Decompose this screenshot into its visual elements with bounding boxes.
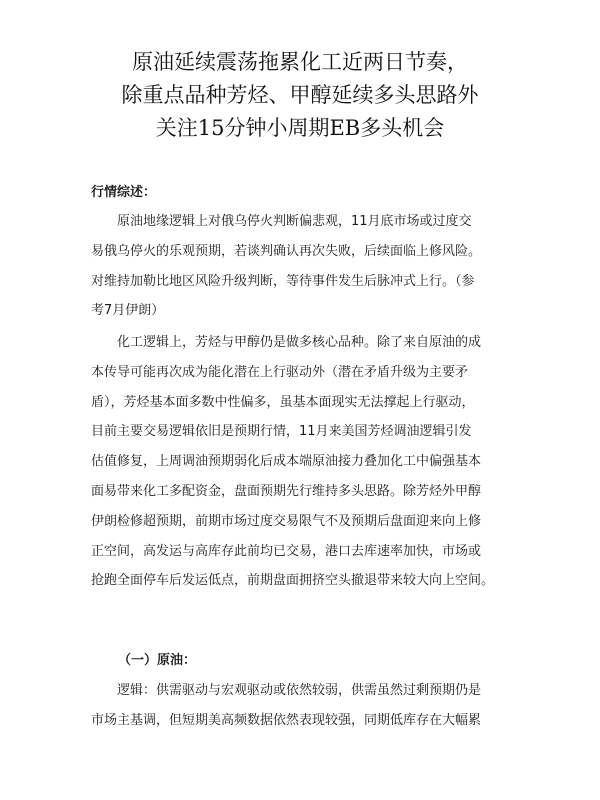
text-line: 易俄乌停火的乐观预期，若谈判确认再次失败，后续面临上修风险。 bbox=[91, 243, 482, 259]
section-heading-market-summary: 行情综述： bbox=[91, 185, 157, 200]
text-line: 化工逻辑上，芳烃与甲醇仍是做多核心品种。除了来自原油的成 bbox=[91, 335, 482, 350]
text-line: 逻辑：供需驱动与宏观驱动或依然较弱，供需虽然过剩预期仍是 bbox=[91, 683, 482, 698]
title-line: 除重点品种芳烃、甲醇延续多头思路外 bbox=[121, 83, 479, 107]
paragraph-crude-geopolitics bbox=[91, 207, 511, 326]
text-line: 原油地缘逻辑上对俄乌停火判断偏悲观，11月底市场或过度交 bbox=[91, 214, 472, 229]
text-line: 市场主基调，但短期美高频数据依然表现较强，同期低库存在大幅累 bbox=[91, 712, 482, 728]
text-line: 面易带来化工多配资金，盘面预期先行维持多头思路。除芳烃外甲醇 bbox=[91, 483, 482, 499]
subsection-heading-crude-oil: （一）原油： bbox=[118, 653, 197, 668]
title-line: 原油延续震荡拖累化工近两日节奏， bbox=[132, 50, 468, 74]
text-line: 伊朗检修超预期，前期市场过度交易限气不及预期后盘面迎来向上修 bbox=[91, 513, 482, 529]
text-line: 目前主要交易逻辑依旧是预期行情，11月来美国芳烃调油逻辑引发 bbox=[91, 424, 472, 440]
text-line: 考7月伊朗） bbox=[91, 303, 165, 319]
text-line: 抢跑全面停车后发运低点，前期盘面拥挤空头撤退带来较大向上空间。 bbox=[91, 573, 495, 589]
text-line: 估值修复，上周调油预期弱化后成本端原油接力叠加化工中偏强基本 bbox=[91, 454, 482, 470]
title-line: 关注15分钟小周期EB多头机会 bbox=[155, 116, 445, 140]
text-line: 正空间，高发运与高库存此前均已交易，港口去库速率加快，市场或 bbox=[91, 543, 482, 559]
document-title bbox=[40, 46, 560, 145]
paragraph-crude-logic bbox=[91, 676, 511, 736]
text-line: 对维持加勒比地区风险升级判断，等待事件发生后脉冲式上行。（参 bbox=[91, 273, 475, 289]
paragraph-chemical-logic bbox=[91, 328, 511, 596]
text-line: 盾），芳烃基本面多数中性偏多，虽基本面现实无法撑起上行驱动， bbox=[91, 394, 475, 410]
text-line: 本传导可能再次成为能化潜在上行驱动外（潜在矛盾升级为主要矛 bbox=[91, 364, 469, 380]
